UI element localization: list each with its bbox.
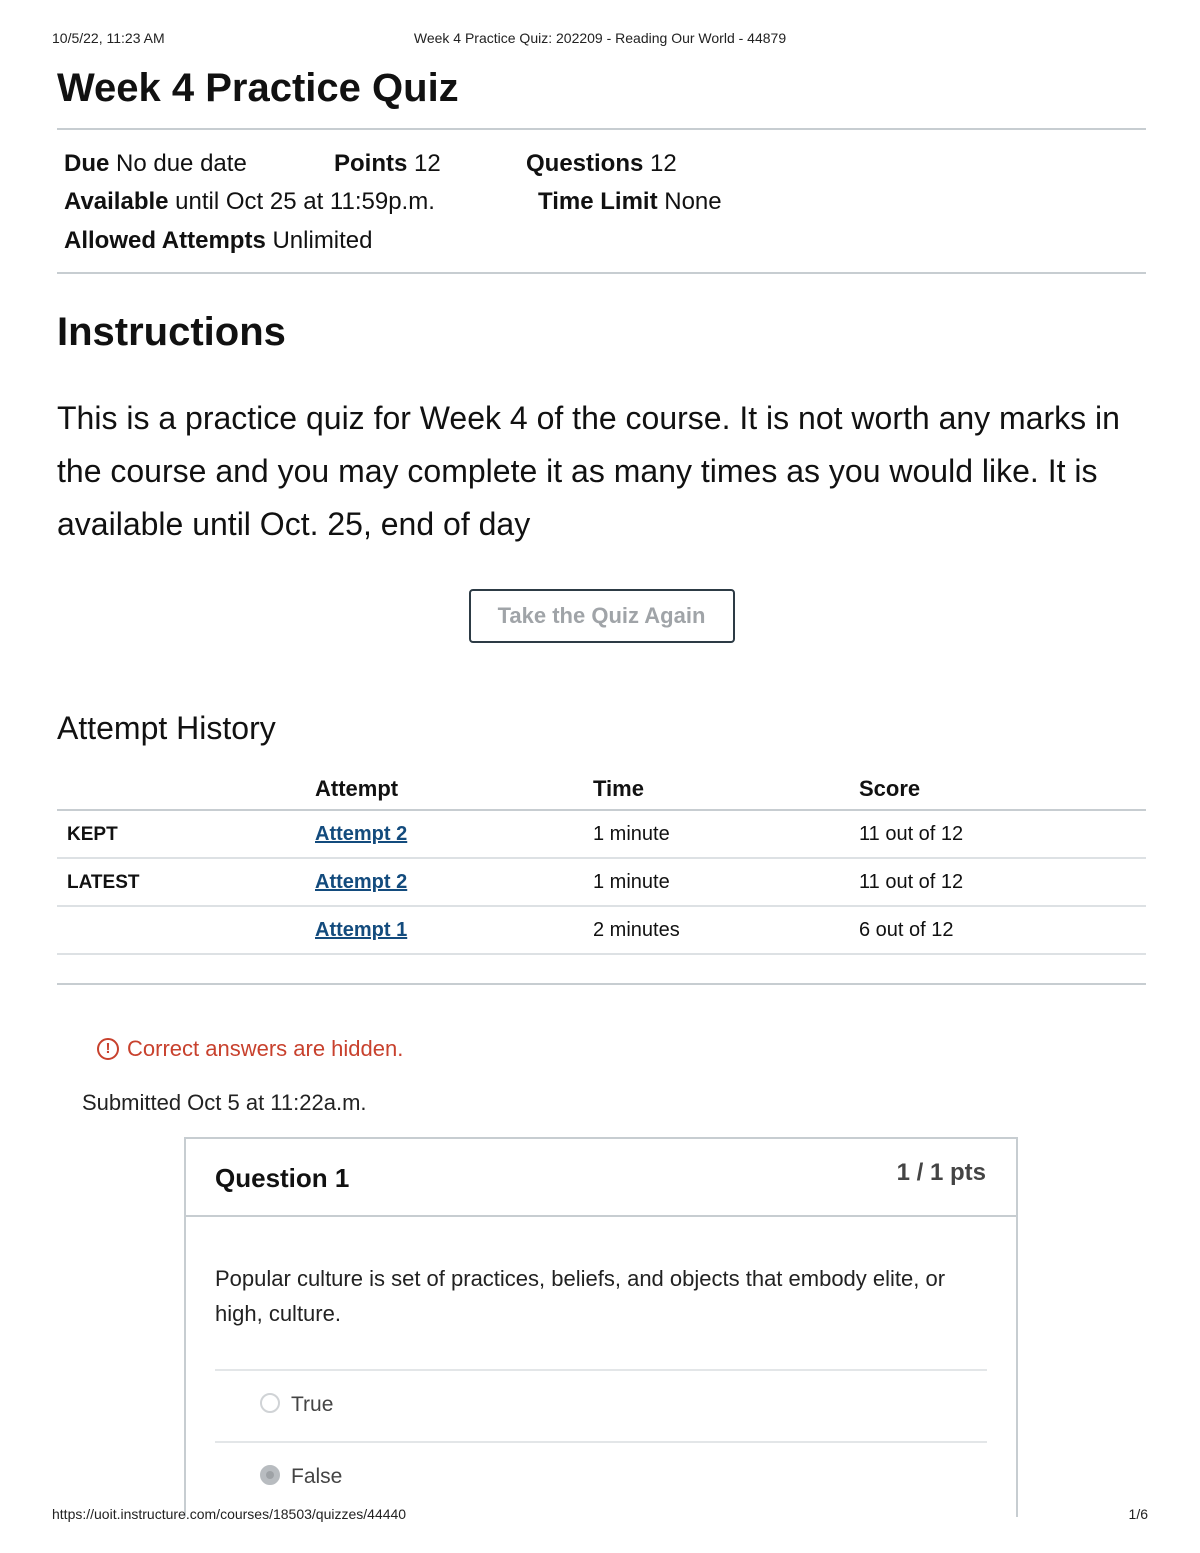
table-row [57, 810, 1146, 858]
print-header [52, 30, 1148, 50]
correct-answers-hidden-notice [97, 1036, 403, 1062]
attempt-link[interactable]: Attempt 2 [315, 870, 408, 893]
question-header [186, 1139, 1016, 1217]
attempt-time: 1 minute [593, 822, 670, 845]
submitted-timestamp: Submitted Oct 5 at 11:22a.m. [82, 1090, 367, 1115]
answer-label: True [291, 1393, 334, 1416]
available-label: Available [64, 188, 169, 215]
question-card [184, 1137, 1018, 1517]
print-timestamp: 10/5/22, 11:23 AM [52, 30, 165, 46]
kept-tag: KEPT [67, 823, 118, 845]
quiz-content [57, 60, 1146, 1488]
table-row [57, 906, 1146, 954]
attempt-score: 11 out of 12 [859, 870, 964, 893]
instructions-text: This is a practice quiz for Week 4 of the course. It is not worth any marks in the course and you may complete it as many times as you would like. It is available until Oct. 25, end of day [57, 400, 1120, 542]
allowed-attempts-label: Allowed Attempts [64, 227, 266, 254]
due-detail [64, 150, 247, 178]
divider [57, 983, 1146, 985]
questions-detail [526, 150, 677, 178]
table-row [57, 858, 1146, 906]
latest-tag: LATEST [67, 871, 140, 893]
due-value: No due date [116, 150, 247, 177]
attempt-score: 11 out of 12 [859, 822, 964, 845]
warning-icon: ! [97, 1038, 119, 1060]
take-quiz-wrap [57, 589, 1146, 647]
column-header-time: Time [593, 769, 859, 810]
attempt-link[interactable]: Attempt 2 [315, 822, 408, 845]
question-text: Popular culture is set of practices, beliefs, and objects that embody elite, or high, culture. [215, 1266, 946, 1326]
divider [57, 272, 1146, 274]
page-number: 1/6 [1128, 1506, 1148, 1522]
column-header-attempt: Attempt [315, 769, 593, 810]
radio-button-selected [260, 1465, 280, 1485]
question-points: 1 / 1 pts [896, 1159, 986, 1186]
instructions-heading: Instructions [57, 310, 286, 354]
questions-label: Questions [526, 150, 644, 177]
question-body [186, 1261, 1016, 1513]
attempt-history-heading: Attempt History [57, 710, 276, 746]
attempt-history-table [57, 769, 1146, 955]
answer-list [215, 1369, 987, 1513]
attempt-score: 6 out of 12 [859, 918, 954, 941]
print-page-title: Week 4 Practice Quiz: 202209 - Reading Our World - 44879 [413, 30, 787, 46]
attempt-link[interactable]: Attempt 1 [315, 918, 408, 941]
points-label: Points [334, 150, 408, 177]
print-footer [52, 1506, 1148, 1526]
answer-option-true [215, 1369, 987, 1441]
points-detail [334, 150, 441, 178]
column-header-score: Score [859, 769, 1146, 810]
answer-option-false [215, 1441, 987, 1513]
attempt-time: 1 minute [593, 870, 670, 893]
column-header-tag [57, 769, 315, 810]
available-value: until Oct 25 at 11:59p.m. [175, 188, 435, 215]
print-url: https://uoit.instructure.com/courses/18503/quizzes/44440 [52, 1506, 407, 1522]
attempt-time: 2 minutes [593, 918, 680, 941]
time-limit-detail [538, 188, 722, 216]
due-label: Due [64, 150, 110, 177]
question-name: Question 1 [215, 1163, 350, 1193]
points-value: 12 [414, 150, 441, 177]
available-detail [64, 188, 435, 216]
time-limit-label: Time Limit [538, 188, 658, 215]
allowed-attempts-value: Unlimited [272, 227, 373, 254]
time-limit-value: None [664, 188, 722, 215]
hidden-notice-text: Correct answers are hidden. [127, 1036, 404, 1061]
questions-value: 12 [650, 150, 677, 177]
allowed-attempts-detail [64, 227, 373, 255]
answer-label: False [291, 1465, 343, 1488]
take-quiz-again-button[interactable]: Take the Quiz Again [469, 589, 735, 643]
radio-button [260, 1393, 280, 1413]
page-title: Week 4 Practice Quiz [57, 66, 459, 110]
table-header-row [57, 769, 1146, 810]
quiz-details [57, 130, 1146, 272]
